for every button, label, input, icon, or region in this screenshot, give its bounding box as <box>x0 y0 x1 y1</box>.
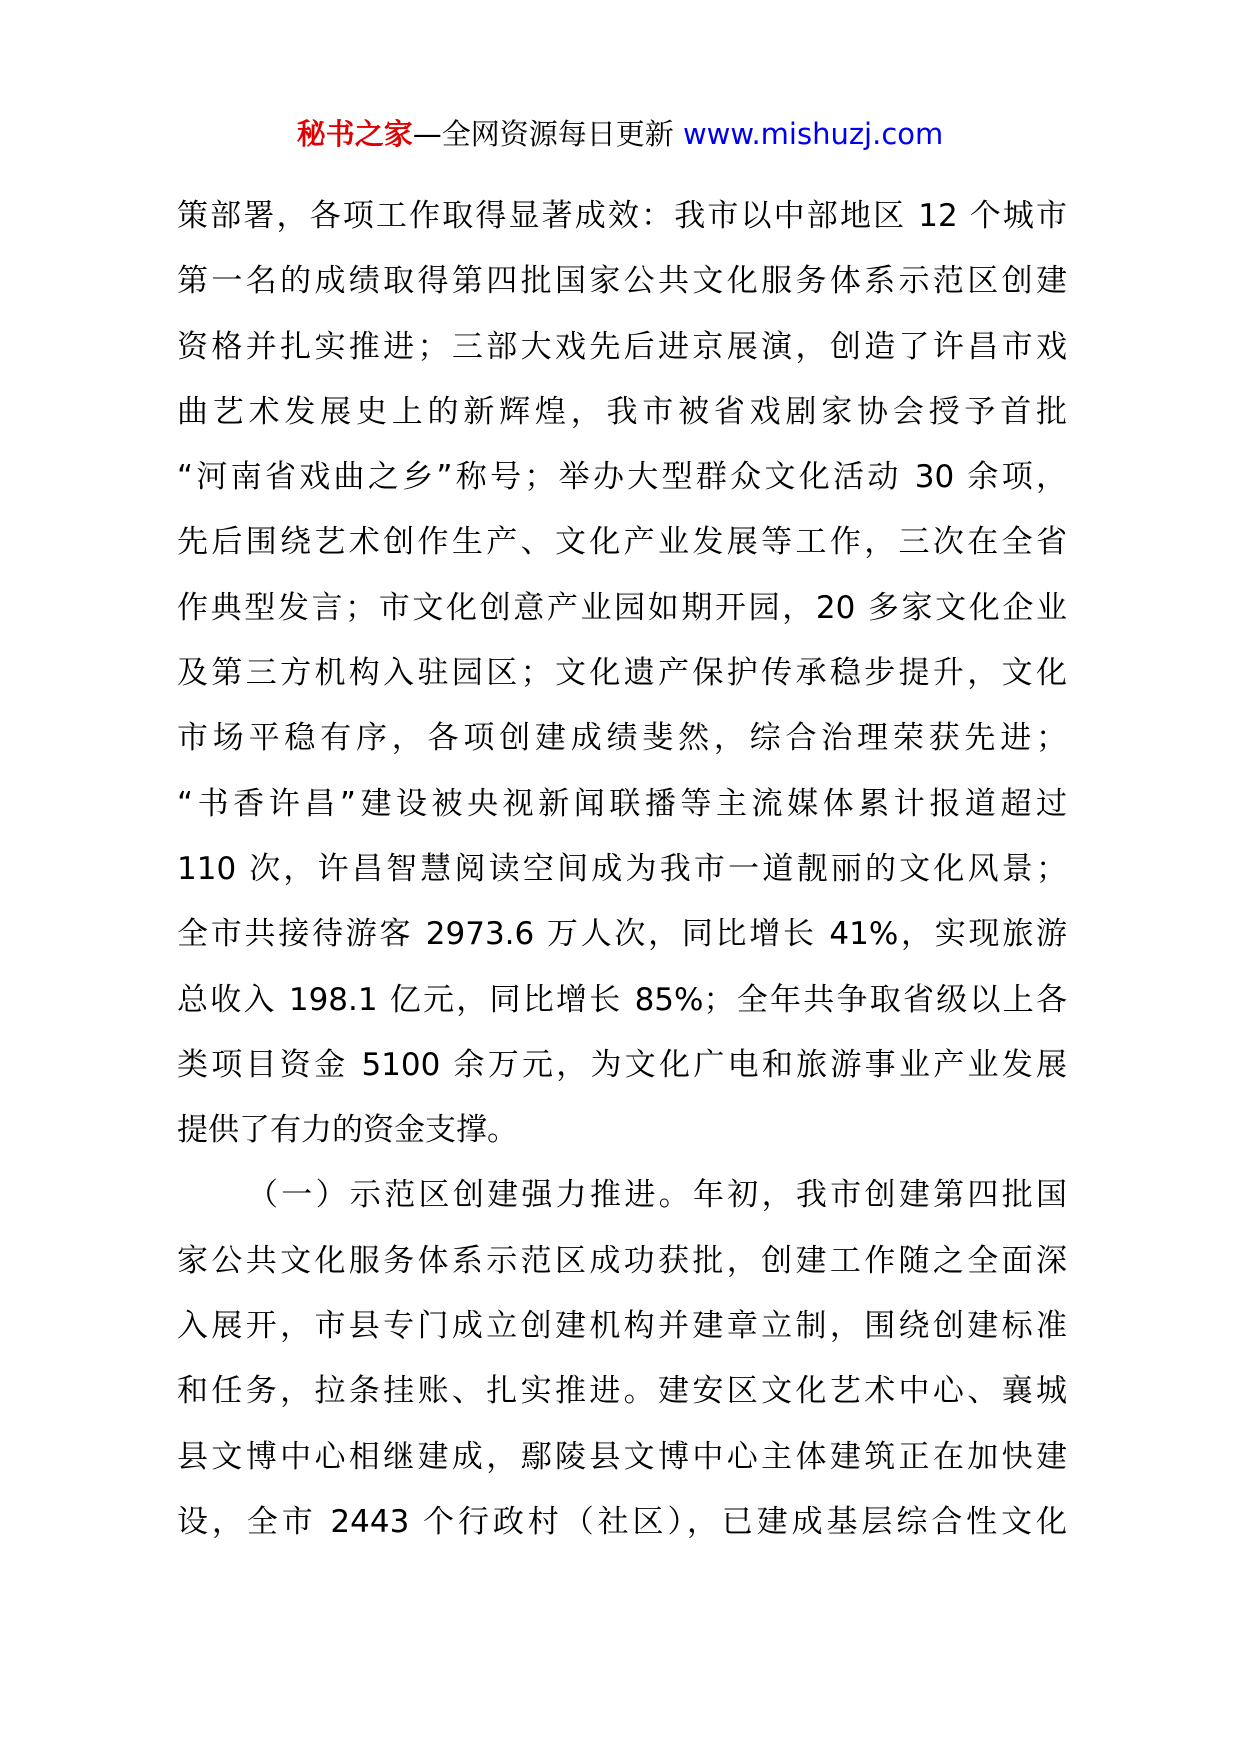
text-line: 和任务，拉条挂账、扎实推进。建安区文化艺术中心、襄城 <box>177 1373 1067 1410</box>
text-line: 及第三方机构入驻园区；文化遗产保护传承稳步提升，文化 <box>177 655 1067 692</box>
header-tagline: —全网资源每日更新 <box>412 117 683 151</box>
text-line: 总收入 198.1 亿元，同比增长 85%；全年共争取省级以上各 <box>177 981 1067 1018</box>
paragraph-1 <box>177 184 1067 1163</box>
text-line: “河南省戏曲之乡”称号；举办大型群众文化活动 30 余项， <box>177 459 1067 496</box>
text-line: 县文博中心相继建成，鄢陵县文博中心主体建筑正在加快建 <box>177 1438 1067 1475</box>
text-line: 曲艺术发展史上的新辉煌，我市被省戏剧家协会授予首批 <box>177 393 1067 430</box>
paragraph-2 <box>177 1163 1067 1555</box>
brand-name: 秘书之家 <box>296 117 413 151</box>
text-line: 策部署，各项工作取得显著成效：我市以中部地区 12 个城市 <box>177 198 1067 234</box>
page-header <box>0 114 1240 154</box>
text-line: 先后围绕艺术创作生产、文化产业发展等工作，三次在全省 <box>177 524 1067 561</box>
site-url-link[interactable]: www.mishuzj.com <box>682 117 944 151</box>
text-line: 提供了有力的资金支撑。 <box>177 1112 518 1149</box>
text-line: 110 次，许昌智慧阅读空间成为我市一道靓丽的文化风景； <box>177 850 1067 887</box>
text-line: 类项目资金 5100 余万元，为文化广电和旅游事业产业发展 <box>177 1046 1067 1083</box>
text-line: 作典型发言；市文化创意产业园如期开园，20 多家文化企业 <box>177 589 1067 626</box>
text-line: 第一名的成绩取得第四批国家公共文化服务体系示范区创建 <box>177 263 1067 300</box>
text-line: 全市共接待游客 2973.6 万人次，同比增长 41%，实现旅游 <box>177 916 1067 953</box>
document-body <box>177 184 1067 1555</box>
text-line: 家公共文化服务体系示范区成功获批，创建工作随之全面深 <box>177 1242 1067 1279</box>
text-line: 资格并扎实推进；三部大戏先后进京展演，创造了许昌市戏 <box>177 328 1067 365</box>
text-line: （一）示范区创建强力推进。年初，我市创建第四批国 <box>247 1177 1067 1214</box>
text-line: 市场平稳有序，各项创建成绩斐然，综合治理荣获先进； <box>177 720 1067 757</box>
text-line: 设，全市 2443 个行政村（社区），已建成基层综合性文化 <box>177 1503 1067 1540</box>
text-line: “书香许昌”建设被央视新闻联播等主流媒体累计报道超过 <box>177 785 1067 822</box>
text-line: 入展开，市县专门成立创建机构并建章立制，围绕创建标准 <box>177 1308 1067 1345</box>
